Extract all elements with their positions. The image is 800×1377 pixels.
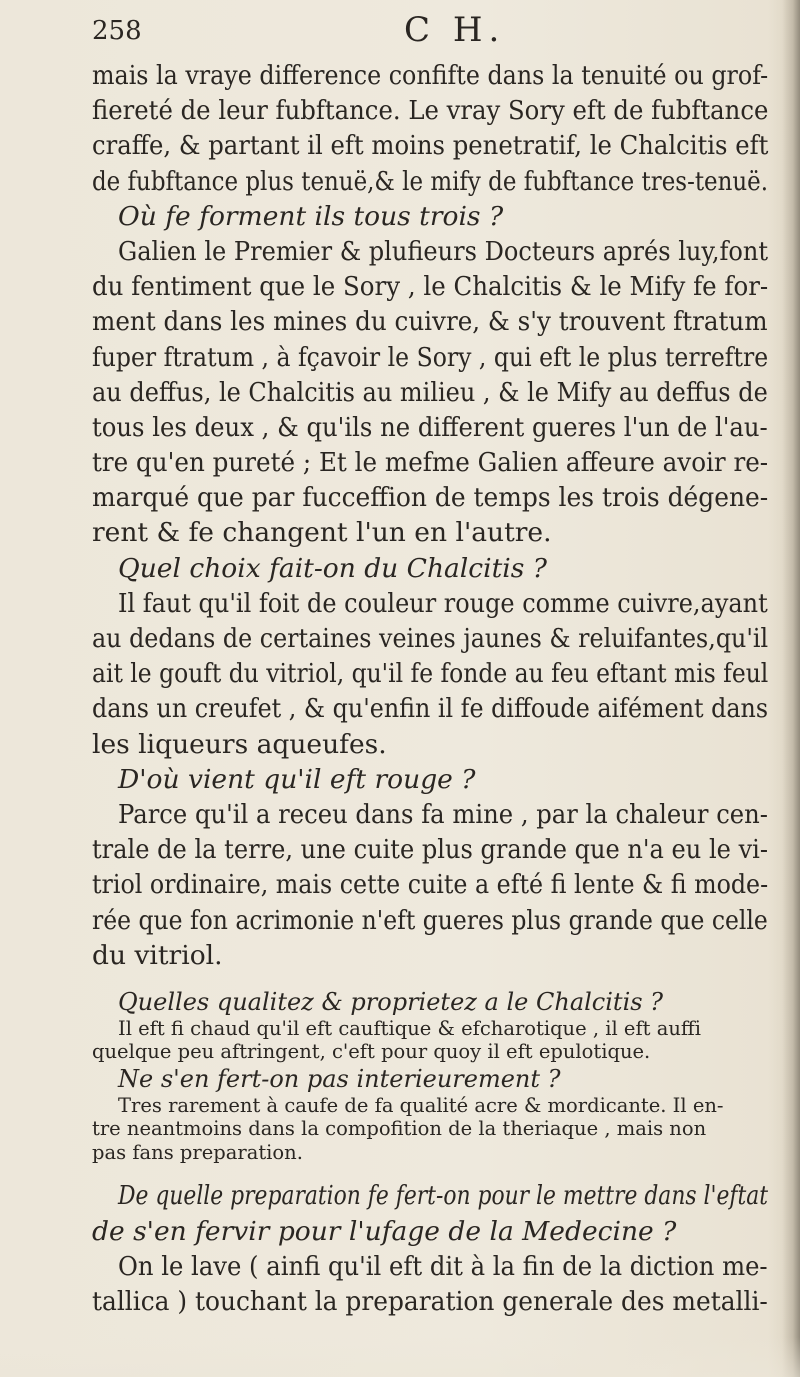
small-text-line: Il eft fi chaud qu'il eft cauftique & efcharotique , il eft auffi — [118, 1016, 701, 1040]
text-line: du vitriol. — [92, 939, 223, 971]
text-line: ait le gouft du vitriol, qu'il fe fonde au feu eftant mis feul — [92, 658, 769, 690]
text-line: On le lave ( ainfi qu'il eft dit à la fin de la diction me- — [118, 1250, 768, 1282]
text-line: trale de la terre, une cuite plus grande que n'a eu le vi- — [92, 834, 769, 866]
text-line: rée que fon acrimonie n'eft gueres plus grande que celle — [92, 904, 768, 936]
text-line: craffe, & partant il eft moins penetratif, le Chalcitis eft — [92, 130, 769, 162]
question-heading: Quel choix fait-on du Chalcitis ? — [118, 552, 547, 584]
text-line: les liqueurs aqueufes. — [92, 728, 387, 760]
text-line: au dedans de certaines veines jaunes & reluifantes,qu'il — [92, 623, 769, 654]
text-line: rent & fe changent l'un en l'autre. — [92, 517, 552, 549]
small-text-line: tre neantmoins dans la compofition de la theriaque , mais non — [92, 1117, 707, 1141]
text-line: Il faut qu'il foit de couleur rouge comme cuivre,ayant — [118, 587, 768, 619]
question-heading: Ne s'en fert-on pas interieurement ? — [118, 1064, 561, 1093]
text-line: fuper ftratum , à fçavoir le Sory , qui eft le plus terreftre — [92, 341, 769, 373]
page-number: 258 — [92, 16, 142, 46]
text-line: tre qu'en pureté ; Et le mefme Galien affeure avoir re- — [92, 447, 769, 479]
question-heading: de s'en fervir pour l'ufage de la Medecine ? — [92, 1215, 677, 1247]
question-heading: Où fe forment ils tous trois ? — [118, 200, 504, 232]
page-edge-shadow — [782, 0, 800, 1377]
text-line: de fubftance plus tenuë,& le mify de fubftance tres-tenuë. — [92, 165, 769, 197]
small-text-line: Tres rarement à caufe de fa qualité acre & mordicante. Il en- — [118, 1093, 724, 1117]
small-text-line: pas fans preparation. — [92, 1140, 303, 1164]
text-line: dans un creufet , & qu'enfin il fe diffoude aifément dans — [92, 693, 769, 725]
running-head: C H. — [404, 10, 506, 50]
text-line: triol ordinaire, mais cette cuite a efté fi lente & fi mode- — [92, 869, 769, 901]
question-heading: Quelles qualitez & proprietez a le Chalcitis ? — [118, 987, 664, 1016]
text-line: tallica ) touchant la preparation generale des metalli- — [92, 1285, 768, 1317]
text-line: ment dans les mines du cuivre, & s'y trouvent ftratum — [92, 306, 768, 338]
question-heading: D'où vient qu'il eft rouge ? — [118, 763, 476, 795]
text-line: Parce qu'il a receu dans fa mine , par la chaleur cen- — [118, 798, 768, 830]
text-line: fiereté de leur fubftance. Le vray Sory eft de fubftance — [92, 95, 769, 127]
text-line: marqué que par fucceffion de temps les trois dégene- — [92, 482, 769, 514]
text-line: tous les deux , & qu'ils ne different gueres l'un de l'au- — [92, 411, 768, 443]
page-text — [92, 58, 768, 1319]
page-bottom-fade — [0, 1337, 800, 1377]
question-heading: De quelle preparation fe fert-on pour le mettre dans l'eftat — [118, 1180, 769, 1212]
page-header — [92, 10, 742, 56]
text-line: au deffus, le Chalcitis au milieu , & le Mify au deffus de — [92, 376, 768, 408]
text-line: du fentiment que le Sory , le Chalcitis & le Mify fe for- — [92, 271, 769, 303]
small-text-line: quelque peu aftringent, c'eft pour quoy il eft epulotique. — [92, 1040, 651, 1064]
text-line: Galien le Premier & plufieurs Docteurs aprés luy,font — [118, 235, 769, 267]
text-line: mais la vraye difference confifte dans la tenuité ou grof- — [92, 60, 769, 91]
